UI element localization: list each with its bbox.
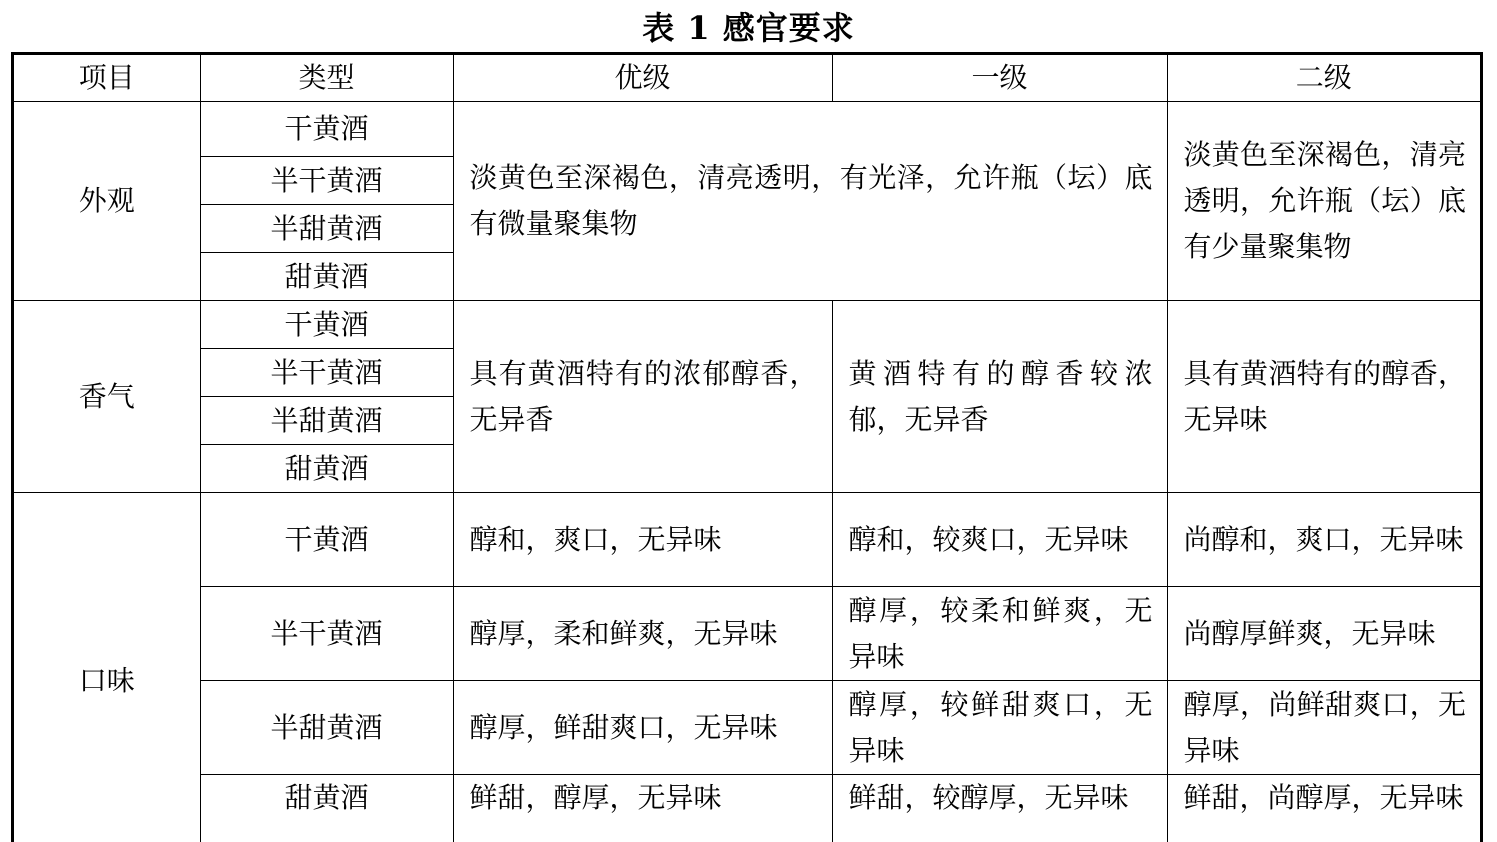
header-premium: 优级 bbox=[453, 55, 832, 102]
appearance-second: 淡黄色至深褐色，清亮透明，允许瓶（坛）底有少量聚集物 bbox=[1167, 102, 1480, 301]
taste-premium: 醇厚，柔和鲜爽，无异味 bbox=[453, 587, 832, 681]
table-row bbox=[14, 775, 1480, 842]
taste-first: 醇厚，较鲜甜爽口，无异味 bbox=[832, 681, 1167, 775]
type-cell: 甜黄酒 bbox=[200, 445, 453, 493]
taste-second: 尚醇厚鲜爽，无异味 bbox=[1167, 587, 1480, 681]
taste-second: 醇厚，尚鲜甜爽口，无异味 bbox=[1167, 681, 1480, 775]
table-row bbox=[14, 587, 1480, 681]
aroma-second: 具有黄酒特有的醇香，无异味 bbox=[1167, 301, 1480, 493]
taste-first: 醇厚，较柔和鲜爽，无异味 bbox=[832, 587, 1167, 681]
type-cell: 干黄酒 bbox=[200, 102, 453, 157]
header-type: 类型 bbox=[200, 55, 453, 102]
taste-second: 尚醇和，爽口，无异味 bbox=[1167, 493, 1480, 587]
taste-first: 醇和，较爽口，无异味 bbox=[832, 493, 1167, 587]
type-cell: 甜黄酒 bbox=[200, 253, 453, 301]
sensory-requirements-table bbox=[11, 52, 1483, 842]
aroma-premium: 具有黄酒特有的浓郁醇香，无异香 bbox=[453, 301, 832, 493]
type-cell: 半干黄酒 bbox=[200, 157, 453, 205]
appearance-premium-first: 淡黄色至深褐色，清亮透明，有光泽，允许瓶（坛）底有微量聚集物 bbox=[453, 102, 1167, 301]
item-appearance: 外观 bbox=[14, 102, 200, 301]
item-taste: 口味 bbox=[14, 493, 200, 842]
taste-premium: 鲜甜，醇厚，无异味 bbox=[453, 775, 832, 842]
item-aroma: 香气 bbox=[14, 301, 200, 493]
type-cell: 甜黄酒 bbox=[200, 775, 453, 842]
header-row bbox=[14, 55, 1480, 102]
aroma-first: 黄酒特有的醇香较浓郁，无异香 bbox=[832, 301, 1167, 493]
table-row bbox=[14, 102, 1480, 157]
taste-premium: 醇和，爽口，无异味 bbox=[453, 493, 832, 587]
type-cell: 半甜黄酒 bbox=[200, 681, 453, 775]
type-cell: 半甜黄酒 bbox=[200, 397, 453, 445]
type-cell: 干黄酒 bbox=[200, 301, 453, 349]
type-cell: 半干黄酒 bbox=[200, 349, 453, 397]
header-first-grade: 一级 bbox=[832, 55, 1167, 102]
type-cell: 半甜黄酒 bbox=[200, 205, 453, 253]
table-row bbox=[14, 493, 1480, 587]
table-row bbox=[14, 301, 1480, 349]
table-row bbox=[14, 681, 1480, 775]
table-title: 表 1 感官要求 bbox=[642, 9, 855, 47]
taste-premium: 醇厚，鲜甜爽口，无异味 bbox=[453, 681, 832, 775]
type-cell: 半干黄酒 bbox=[200, 587, 453, 681]
taste-first: 鲜甜，较醇厚，无异味 bbox=[832, 775, 1167, 842]
header-item: 项目 bbox=[14, 55, 200, 102]
taste-second: 鲜甜，尚醇厚，无异味 bbox=[1167, 775, 1480, 842]
type-cell: 干黄酒 bbox=[200, 493, 453, 587]
header-second-grade: 二级 bbox=[1167, 55, 1480, 102]
